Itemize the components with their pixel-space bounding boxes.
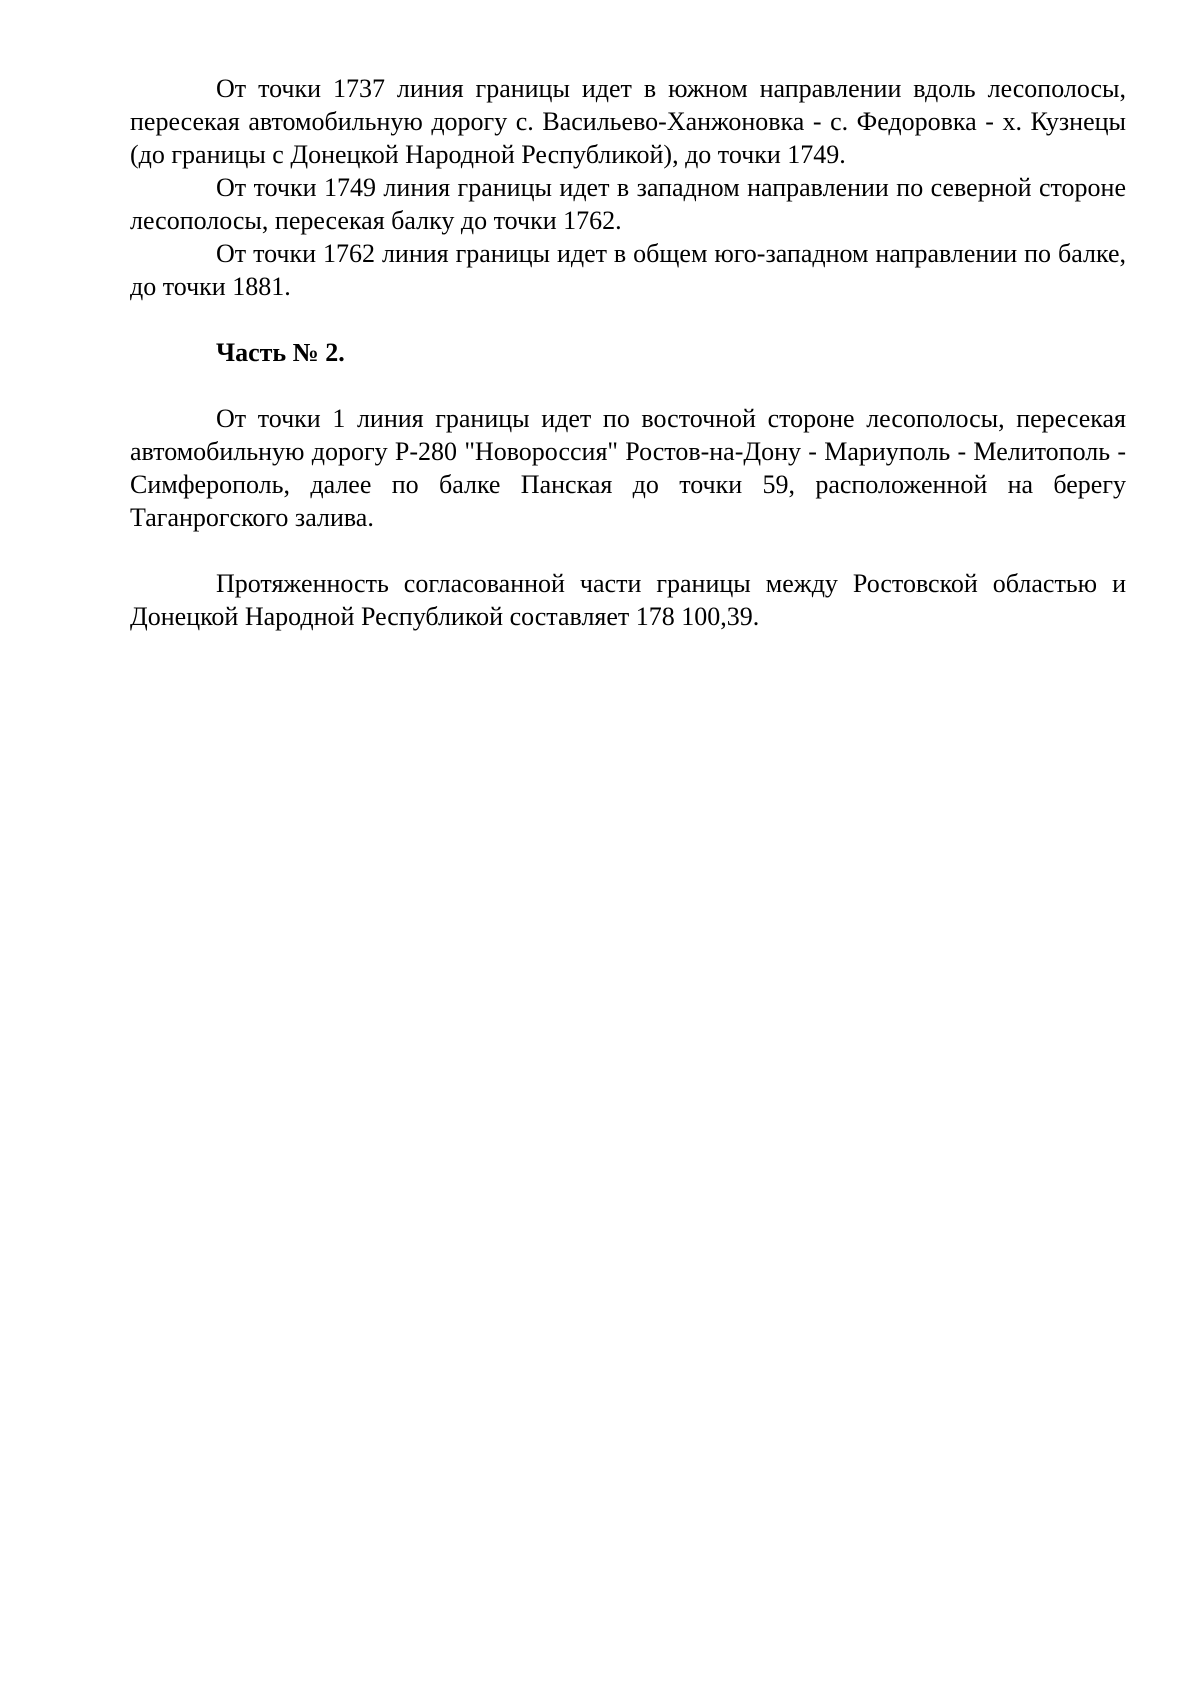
- spacer: [130, 534, 1126, 567]
- document-body: [130, 72, 1126, 633]
- paragraph-point-1749: От точки 1749 линия границы идет в западном направлении по северной стороне лесополосы, пересекая балку до точки 1762.: [130, 173, 1126, 235]
- spacer: [130, 369, 1126, 402]
- paragraph-point-1737: От точки 1737 линия границы идет в южном направлении вдоль лесополосы, пересекая автомобильную дорогу с. Васильево-Ханжоновка - с. Федоровка - х. Кузнецы (до границы с Донецкой Народной Республикой), до точки 1749.: [130, 74, 1126, 169]
- spacer: [130, 303, 1126, 336]
- paragraph-border-length: Протяженность согласованной части границы между Ростовской областью и Донецкой Народной Республикой составляет 178 100,39.: [130, 569, 1126, 631]
- paragraph-point-1762: От точки 1762 линия границы идет в общем юго-западном направлении по балке, до точки 1881.: [130, 239, 1126, 301]
- paragraph-part2-point-1: От точки 1 линия границы идет по восточной стороне лесополосы, пересекая автомобильную дорогу Р-280 "Новороссия" Ростов-на-Дону - Мариуполь - Мелитополь - Симферополь, далее по балке Панская до точки 59, расположенной на берегу Таганрогского залива.: [130, 404, 1126, 532]
- section-heading-part-2: Часть № 2.: [216, 338, 345, 367]
